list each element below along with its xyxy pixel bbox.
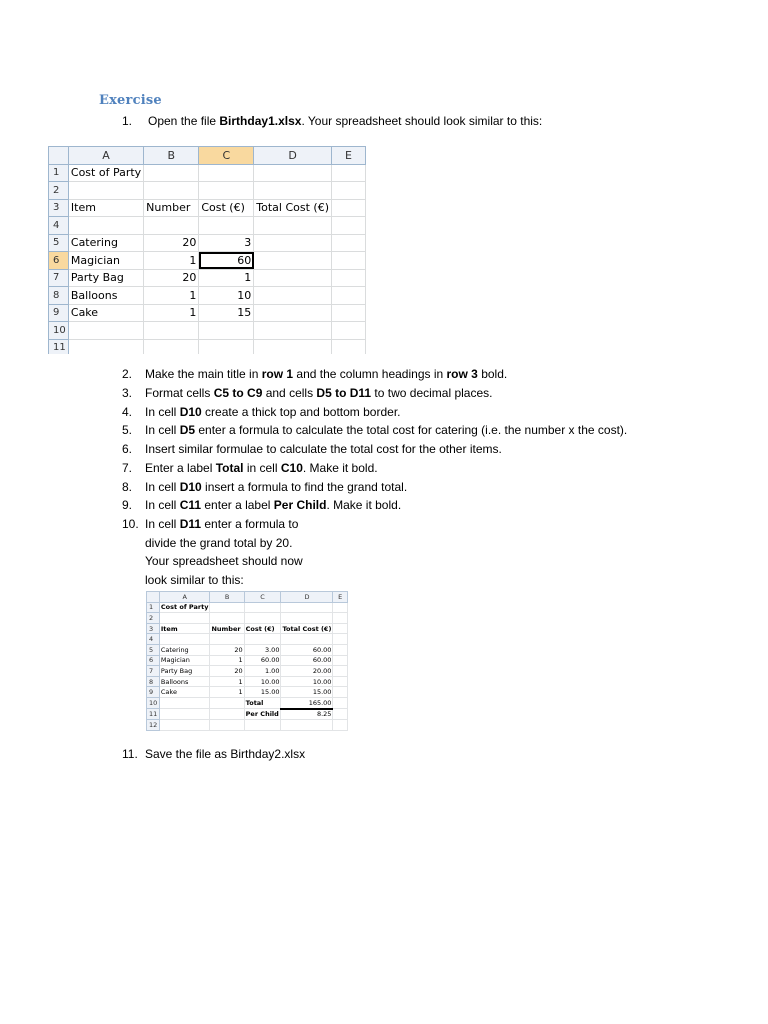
cell[interactable]: 60.00 xyxy=(281,644,333,655)
cell[interactable] xyxy=(332,322,366,340)
cell[interactable]: Per Child xyxy=(244,709,281,720)
cell[interactable]: Balloons xyxy=(68,287,143,305)
step-text: In cell D10 create a thick top and bottom border. xyxy=(145,405,401,419)
cell[interactable] xyxy=(332,217,366,235)
sheet-row xyxy=(49,322,366,340)
sheet-row xyxy=(147,687,348,698)
cell[interactable] xyxy=(333,720,348,731)
row-header[interactable]: 1 xyxy=(49,164,69,182)
row-header[interactable]: 10 xyxy=(147,697,160,708)
cell[interactable]: Magician xyxy=(159,655,210,666)
step-number: 5. xyxy=(122,423,133,437)
row-header[interactable]: 8 xyxy=(147,676,160,687)
cell[interactable]: Cost of Party xyxy=(68,164,143,182)
column-header[interactable]: D xyxy=(254,147,332,165)
cell[interactable] xyxy=(333,634,348,645)
step-text: Format cells C5 to C9 and cells D5 to D11 to two decimal places. xyxy=(145,386,493,400)
cell[interactable] xyxy=(244,720,281,731)
sheet-row xyxy=(49,252,366,270)
sheet-row xyxy=(147,709,348,720)
sheet-row xyxy=(49,234,366,252)
cell[interactable]: Catering xyxy=(159,644,210,655)
sheet-row xyxy=(147,644,348,655)
select-all-corner[interactable] xyxy=(147,592,160,603)
cell[interactable] xyxy=(210,697,244,708)
cell[interactable]: 20 xyxy=(210,666,244,677)
cell[interactable] xyxy=(144,322,199,340)
cell[interactable]: Party Bag xyxy=(68,269,143,287)
row-header[interactable]: 9 xyxy=(49,304,69,322)
step-number: 2. xyxy=(122,367,133,381)
column-header[interactable]: C xyxy=(244,592,281,603)
cell[interactable] xyxy=(333,655,348,666)
sheet-row xyxy=(147,602,348,613)
sheet-row xyxy=(49,269,366,287)
step-number: 7. xyxy=(122,461,133,475)
sheet-row xyxy=(49,287,366,305)
cell[interactable]: Cost (€) xyxy=(199,199,254,217)
cell[interactable] xyxy=(333,666,348,677)
sheet-row xyxy=(49,182,366,200)
step-text: In cell D10 insert a formula to find the grand total. xyxy=(145,480,408,494)
cell[interactable]: Total xyxy=(244,697,281,708)
cell[interactable] xyxy=(144,339,199,354)
cell[interactable] xyxy=(244,602,281,613)
column-header[interactable]: A xyxy=(68,147,143,165)
cell[interactable]: 60 xyxy=(199,252,254,270)
cell[interactable]: Magician xyxy=(68,252,143,270)
row-header[interactable]: 11 xyxy=(49,339,69,354)
cell[interactable]: 1 xyxy=(144,252,199,270)
cell[interactable] xyxy=(199,322,254,340)
cell[interactable] xyxy=(254,252,332,270)
row-header[interactable]: 3 xyxy=(49,199,69,217)
cell[interactable]: 1 xyxy=(144,287,199,305)
cell[interactable] xyxy=(281,613,333,624)
cell[interactable]: Cost (€) xyxy=(244,623,281,634)
cell[interactable] xyxy=(199,164,254,182)
cell[interactable] xyxy=(281,634,333,645)
cell[interactable] xyxy=(68,322,143,340)
step-number: 4. xyxy=(122,405,133,419)
step-text: Enter a label Total in cell C10. Make it bold. xyxy=(145,461,378,475)
sheet-row xyxy=(49,199,366,217)
step-number: 9. xyxy=(122,498,133,512)
cell[interactable] xyxy=(68,182,143,200)
row-header[interactable]: 8 xyxy=(49,287,69,305)
row-header[interactable]: 11 xyxy=(147,709,160,720)
cell[interactable] xyxy=(254,164,332,182)
cell[interactable] xyxy=(159,720,210,731)
cell[interactable] xyxy=(244,613,281,624)
row-header[interactable]: 9 xyxy=(147,687,160,698)
cell[interactable] xyxy=(281,720,333,731)
cell[interactable]: 10.00 xyxy=(281,676,333,687)
cell[interactable]: 20 xyxy=(144,269,199,287)
cell[interactable]: 1 xyxy=(210,687,244,698)
step-text: Open the file Birthday1.xlsx. Your spreadsheet should look similar to this: xyxy=(148,114,543,128)
sheet-row xyxy=(49,164,366,182)
sheet-row xyxy=(147,613,348,624)
cell[interactable] xyxy=(333,687,348,698)
row-header[interactable]: 4 xyxy=(147,634,160,645)
cell[interactable]: 165.00 xyxy=(281,697,333,708)
spreadsheet-initial xyxy=(48,146,366,354)
cell[interactable]: 20.00 xyxy=(281,666,333,677)
cell[interactable] xyxy=(332,199,366,217)
cell[interactable] xyxy=(332,269,366,287)
step-10-line-2: divide the grand total by 20. xyxy=(145,536,293,550)
column-header[interactable]: B xyxy=(210,592,244,603)
cell[interactable] xyxy=(68,217,143,235)
select-all-corner[interactable] xyxy=(49,147,69,165)
step-10-line-3: Your spreadsheet should now xyxy=(145,554,303,568)
row-header[interactable]: 1 xyxy=(147,602,160,613)
cell[interactable] xyxy=(159,634,210,645)
row-header[interactable]: 5 xyxy=(147,644,160,655)
cell[interactable] xyxy=(144,217,199,235)
cell[interactable]: Catering xyxy=(68,234,143,252)
cell[interactable]: Balloons xyxy=(159,676,210,687)
row-header[interactable]: 6 xyxy=(49,252,69,270)
cell[interactable] xyxy=(199,217,254,235)
step-text: In cell C11 enter a label Per Child. Make it bold. xyxy=(145,498,402,512)
cell[interactable]: 1 xyxy=(210,676,244,687)
cell[interactable]: 3.00 xyxy=(244,644,281,655)
cell[interactable] xyxy=(199,339,254,354)
step-text: Save the file as Birthday2.xlsx xyxy=(145,747,306,761)
step-text: In cell D5 enter a formula to calculate the total cost for catering (i.e. the number x the cost). xyxy=(145,423,628,437)
step-number: 8. xyxy=(122,480,133,494)
sheet-row xyxy=(147,720,348,731)
column-header[interactable]: C xyxy=(199,147,254,165)
cell[interactable] xyxy=(333,644,348,655)
cell[interactable] xyxy=(333,697,348,708)
cell[interactable] xyxy=(210,613,244,624)
cell[interactable] xyxy=(144,182,199,200)
column-header[interactable]: A xyxy=(159,592,210,603)
column-header[interactable]: E xyxy=(333,592,348,603)
row-header[interactable]: 3 xyxy=(147,623,160,634)
cell[interactable] xyxy=(333,709,348,720)
cell[interactable] xyxy=(332,252,366,270)
cell[interactable] xyxy=(159,613,210,624)
cell[interactable] xyxy=(254,339,332,354)
cell[interactable]: 1 xyxy=(199,269,254,287)
step-number: 6. xyxy=(122,442,133,456)
step-text: Insert similar formulae to calculate the total cost for the other items. xyxy=(145,442,502,456)
cell[interactable] xyxy=(210,720,244,731)
sheet-row xyxy=(49,217,366,235)
cell[interactable]: 10 xyxy=(199,287,254,305)
sheet-row xyxy=(147,634,348,645)
cell[interactable] xyxy=(254,304,332,322)
cell[interactable] xyxy=(210,709,244,720)
cell[interactable] xyxy=(254,287,332,305)
cell[interactable]: Party Bag xyxy=(159,666,210,677)
cell[interactable]: 1 xyxy=(210,655,244,666)
row-header[interactable]: 2 xyxy=(147,613,160,624)
cell[interactable] xyxy=(199,182,254,200)
cell[interactable] xyxy=(333,602,348,613)
cell[interactable]: Total Cost (€) xyxy=(282,624,332,633)
cell[interactable] xyxy=(254,269,332,287)
cell[interactable]: Number xyxy=(144,199,199,217)
cell[interactable]: 15.00 xyxy=(244,687,281,698)
cell[interactable] xyxy=(210,634,244,645)
cell[interactable]: 60.00 xyxy=(244,655,281,666)
cell[interactable]: Total Cost (€) xyxy=(254,199,332,217)
cell[interactable] xyxy=(254,182,332,200)
cell[interactable] xyxy=(332,287,366,305)
cell[interactable] xyxy=(332,339,366,354)
cell[interactable]: 20 xyxy=(210,644,244,655)
cell[interactable]: Item xyxy=(159,623,210,634)
column-header[interactable]: E xyxy=(332,147,366,165)
cell[interactable]: Cake xyxy=(68,304,143,322)
step-text: Make the main title in row 1 and the column headings in row 3 bold. xyxy=(145,367,508,381)
cell[interactable] xyxy=(333,676,348,687)
row-header[interactable]: 10 xyxy=(49,322,69,340)
cell[interactable]: 8.25 xyxy=(281,709,333,720)
step-number: 3. xyxy=(122,386,133,400)
cell[interactable] xyxy=(254,217,332,235)
column-header[interactable]: B xyxy=(144,147,199,165)
row-header[interactable]: 5 xyxy=(49,234,69,252)
cell[interactable] xyxy=(68,339,143,354)
cell[interactable] xyxy=(332,234,366,252)
cell[interactable] xyxy=(254,234,332,252)
step-text: In cell D11 enter a formula to xyxy=(145,517,299,531)
cell[interactable]: Number xyxy=(210,623,244,634)
step-number: 1. xyxy=(122,114,133,128)
step-number: 10. xyxy=(122,517,139,531)
cell[interactable]: 1 xyxy=(144,304,199,322)
sheet-row xyxy=(49,304,366,322)
row-header[interactable]: 6 xyxy=(147,655,160,666)
cell[interactable]: 60.00 xyxy=(281,655,333,666)
cell[interactable]: 15 xyxy=(199,304,254,322)
cell[interactable] xyxy=(210,602,244,613)
cell[interactable] xyxy=(281,602,333,613)
cell[interactable] xyxy=(144,164,199,182)
sheet-row xyxy=(147,676,348,687)
row-header[interactable]: 4 xyxy=(49,217,69,235)
cell[interactable]: Cake xyxy=(159,687,210,698)
cell[interactable]: Cost of Party xyxy=(160,603,209,612)
row-header[interactable]: 7 xyxy=(147,666,160,677)
exercise-heading: Exercise xyxy=(99,93,162,108)
cell[interactable] xyxy=(244,634,281,645)
sheet-row xyxy=(49,339,366,354)
cell[interactable] xyxy=(332,164,366,182)
column-header[interactable]: D xyxy=(281,592,333,603)
cell[interactable] xyxy=(333,613,348,624)
cell[interactable]: 1.00 xyxy=(244,666,281,677)
cell[interactable] xyxy=(332,182,366,200)
cell[interactable] xyxy=(254,322,332,340)
sheet-row xyxy=(147,666,348,677)
cell[interactable]: 15.00 xyxy=(281,687,333,698)
sheet-row xyxy=(147,655,348,666)
row-header[interactable]: 2 xyxy=(49,182,69,200)
cell[interactable] xyxy=(159,697,210,708)
cell[interactable]: 3 xyxy=(199,234,254,252)
cell[interactable] xyxy=(333,623,348,634)
step-number: 11. xyxy=(122,747,138,761)
cell[interactable] xyxy=(159,709,210,720)
sheet-row xyxy=(147,623,348,634)
cell[interactable]: 20 xyxy=(144,234,199,252)
sheet-row xyxy=(147,697,348,708)
cell[interactable]: 10.00 xyxy=(244,676,281,687)
cell[interactable]: Item xyxy=(68,199,143,217)
step-10-line-4: look similar to this: xyxy=(145,573,244,587)
row-header[interactable]: 7 xyxy=(49,269,69,287)
cell[interactable] xyxy=(332,304,366,322)
row-header[interactable]: 12 xyxy=(147,720,160,731)
spreadsheet-final xyxy=(146,591,348,741)
